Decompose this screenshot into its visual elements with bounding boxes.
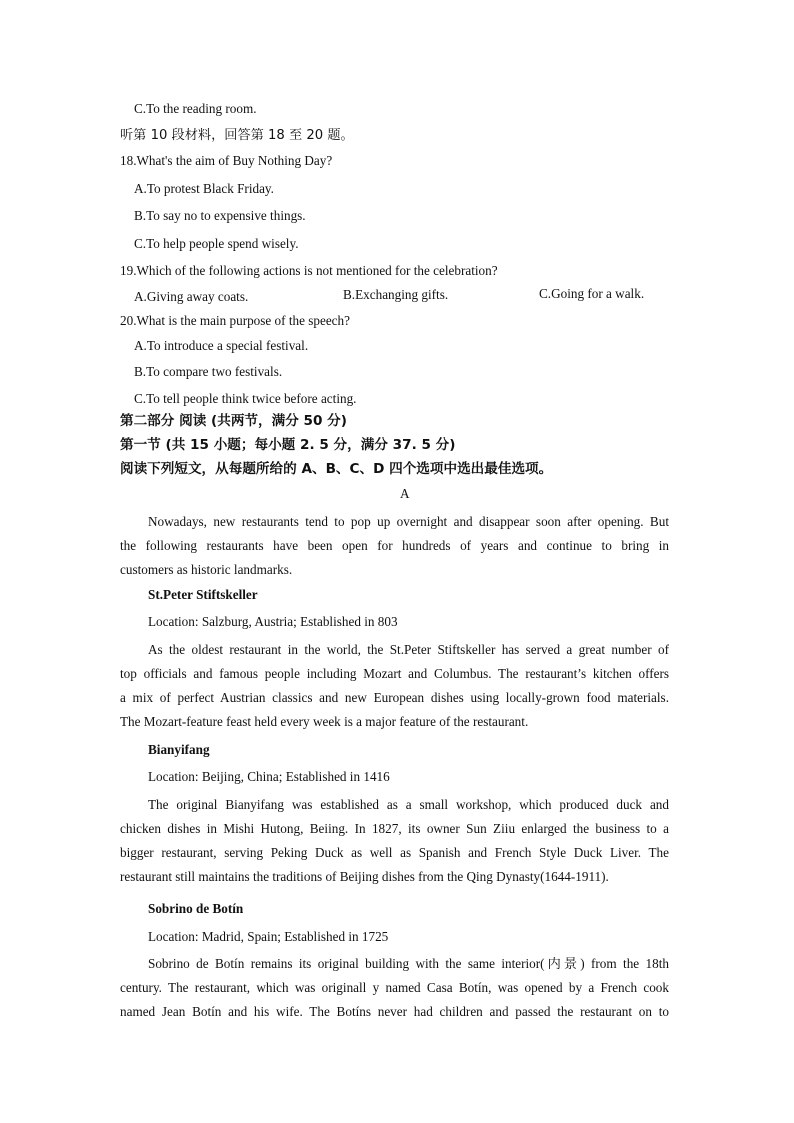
q18-option-c: C.To help people spend wisely. <box>134 236 299 251</box>
q19-option-b: B.Exchanging gifts. <box>343 287 449 302</box>
restaurant-paragraph-line: a mix of perfect Austrian classics and new European dishes using locally-grown food materials. <box>120 690 669 705</box>
restaurant-name: St.Peter Stiftskeller <box>148 587 258 602</box>
q18-question: 18.What's the aim of Buy Nothing Day? <box>120 153 333 168</box>
restaurant-paragraph-line: chicken dishes in Mishi Hutong, Beiing. In 1827, its owner Sun Ziiu enlarged the business to a <box>120 821 669 836</box>
restaurant-paragraph-line: The Mozart-feature feast held every week is a major feature of the restaurant. <box>120 714 529 729</box>
restaurant-name: Sobrino de Botín <box>148 901 244 916</box>
restaurant-paragraph-line: century. The restaurant, which was originall y named Casa Botín, was opened by a French cook <box>120 980 669 995</box>
intro-line: Nowadays, new restaurants tend to pop up overnight and disappear soon after opening. But <box>148 514 669 529</box>
reading-instruction: 阅读下列短文，从每题所给的 A、B、C、D 四个选项中选出最佳选项。 <box>120 461 553 477</box>
q20-question: 20.What is the main purpose of the speech? <box>120 313 350 328</box>
q20-option-a: A.To introduce a special festival. <box>134 338 309 353</box>
q17-option-c: C.To the reading room. <box>134 101 257 116</box>
restaurant-paragraph-line: restaurant still maintains the traditions of Beijing dishes from the Qing Dynasty(1644-1911). <box>120 869 609 884</box>
restaurant-paragraph-line: The original Bianyifang was established as a small workshop, which produced duck and <box>148 797 669 812</box>
q18-option-b: B.To say no to expensive things. <box>134 208 306 223</box>
restaurant-name: Bianyifang <box>148 742 210 757</box>
q18-option-a: A.To protest Black Friday. <box>134 181 274 196</box>
passage-label: A <box>400 486 410 501</box>
reading-section-heading: 第一节 (共 15 小题；每小题 2. 5 分，满分 37. 5 分) <box>120 437 456 453</box>
intro-line: the following restaurants have been open for hundreds of years and continue to bring in <box>120 538 669 553</box>
q19-option-a: A.Giving away coats. <box>134 289 249 304</box>
intro-line: customers as historic landmarks. <box>120 562 293 577</box>
reading-part-heading: 第二部分 阅读 (共两节，满分 50 分) <box>120 413 347 429</box>
restaurant-location: Location: Beijing, China; Established in 1416 <box>148 769 390 784</box>
q19-option-c: C.Going for a walk. <box>539 286 645 301</box>
restaurant-paragraph-line: named Jean Botín and his wife. The Botíns never had children and passed the restaurant on to <box>120 1004 669 1019</box>
q20-option-b: B.To compare two festivals. <box>134 364 283 379</box>
restaurant-location: Location: Madrid, Spain; Established in 1725 <box>148 929 389 944</box>
q19-question: 19.Which of the following actions is not mentioned for the celebration? <box>120 263 498 278</box>
q20-option-c: C.To tell people think twice before acting. <box>134 391 357 406</box>
restaurant-paragraph-line: As the oldest restaurant in the world, the St.Peter Stiftskeller has served a great number of <box>148 642 669 657</box>
restaurant-paragraph-line: Sobrino de Botín remains its original building with the same interior(内景) from the 18th <box>148 956 669 971</box>
restaurant-location: Location: Salzburg, Austria; Established in 803 <box>148 614 398 629</box>
section10-instruction: 听第 10 段材料，回答第 18 至 20 题。 <box>120 128 354 143</box>
restaurant-paragraph-line: bigger restaurant, serving Peking Duck as well as Spanish and French Style Duck Liver. The <box>120 845 669 860</box>
restaurant-paragraph-line: top officials and famous people including Mozart and Columbus. The restaurant’s kitchen offers <box>120 666 669 681</box>
